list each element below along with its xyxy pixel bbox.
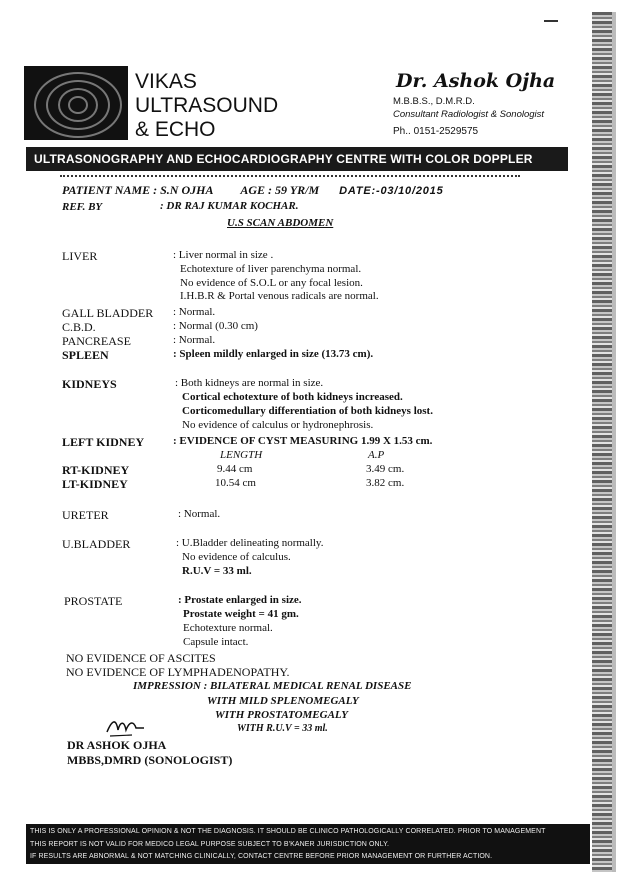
ureter-finding: : Normal. [178, 508, 221, 520]
ubladder-finding-3: R.U.V = 33 ml. [182, 565, 252, 577]
liver-label: LIVER [62, 249, 98, 263]
liver-finding-2: Echotexture of liver parenchyma normal. [180, 263, 362, 275]
patient-age-label: AGE : [240, 183, 273, 197]
signoff-name: DR ASHOK OJHA [67, 738, 167, 752]
liver-finding-3: No evidence of S.O.L or any focal lesion. [180, 277, 363, 289]
patient-info-line [62, 183, 444, 198]
rt-kidney-ap: 3.49 cm. [366, 463, 405, 475]
kidneys-finding-3: Corticomedullary differentiation of both kidneys lost. [182, 405, 433, 417]
clinic-name-line1: VIKAS [135, 70, 197, 93]
left-kidney-finding: : EVIDENCE OF CYST MEASURING 1.99 X 1.53 cm. [173, 435, 433, 447]
footer-line-3: IF RESULTS ARE ABNORMAL & NOT MATCHING CLINICALLY, CONTACT CENTRE BEFORE PRIOR MANAGEMENT OR FURTHER ACTION. [30, 853, 493, 860]
doctor-handwritten-signature [104, 716, 148, 740]
clinic-phone: Ph.. 0151-2529575 [393, 126, 479, 137]
prostate-finding-4: Capsule intact. [183, 636, 249, 648]
impression-line-3: WITH PROSTATOMEGALY [215, 709, 348, 721]
cbd-finding: : Normal (0.30 cm) [173, 320, 258, 332]
patient-name-label: PATIENT NAME : [62, 183, 158, 197]
lt-kidney-length: 10.54 cm [215, 477, 256, 489]
spleen-finding: : Spleen mildly enlarged in size (13.73 cm). [173, 348, 374, 360]
pancreas-label: PANCREASE [62, 334, 131, 348]
prostate-finding-1: : Prostate enlarged in size. [178, 594, 302, 606]
clinic-name-line3: & ECHO [135, 118, 216, 141]
lt-kidney-label: LT-KIDNEY [62, 477, 128, 491]
report-date-label: DATE:- [339, 185, 381, 197]
header-banner [26, 147, 568, 171]
ubladder-finding-1: : U.Bladder delineating normally. [176, 537, 324, 549]
scan-mark [544, 20, 558, 22]
ubladder-finding-2: No evidence of calculus. [182, 551, 291, 563]
report-date: 03/10/2015 [380, 185, 444, 197]
cbd-label: C.B.D. [62, 320, 96, 334]
ureter-label: URETER [62, 508, 109, 522]
liver-finding-4: I.H.B.R & Portal venous radicals are normal. [180, 290, 379, 302]
prostate-label: PROSTATE [64, 594, 123, 608]
lt-kidney-ap: 3.82 cm. [366, 477, 405, 489]
no-lymphadenopathy: NO EVIDENCE OF LYMPHADENOPATHY. [66, 665, 290, 679]
kidneys-finding-1: : Both kidneys are normal in size. [175, 377, 324, 389]
footer-line-1: THIS IS ONLY A PROFESSIONAL OPINION & NOT THE DIAGNOSIS. IT SHOULD BE CLINICO PATHOLOGICALLY CORRELATED. PRIOR TO MANAGEMENT [30, 828, 546, 835]
pancreas-finding: : Normal. [173, 334, 216, 346]
kidneys-label: KIDNEYS [62, 377, 117, 391]
col-header-length: LENGTH [220, 449, 263, 461]
col-header-ap: A.P [368, 449, 385, 461]
referred-by-label: REF. BY [62, 201, 103, 213]
patient-name: S.N OJHA [160, 183, 213, 197]
rt-kidney-length: 9.44 cm [217, 463, 253, 475]
clinic-logo [24, 66, 128, 140]
signoff-degree: MBBS,DMRD (SONOLOGIST) [67, 753, 233, 767]
doctor-degree: M.B.B.S., D.M.R.D. [393, 96, 475, 107]
banner-text: ULTRASONOGRAPHY AND ECHOCARDIOGRAPHY CENTRE WITH COLOR DOPPLER [34, 152, 533, 166]
prostate-finding-2: Prostate weight = 41 gm. [183, 608, 299, 620]
dotted-divider [60, 175, 520, 177]
left-kidney-label: LEFT KIDNEY [62, 435, 145, 449]
impression-line-1: IMPRESSION : BILATERAL MEDICAL RENAL DISEASE [133, 680, 412, 692]
report-title: U.S SCAN ABDOMEN [227, 217, 334, 229]
patient-age: 59 YR/M [275, 183, 320, 197]
referred-by-doctor: : DR RAJ KUMAR KOCHAR. [160, 200, 299, 212]
scan-edge-shadow [612, 12, 616, 872]
doctor-signature-name: Dr. Ashok Ojha [396, 70, 556, 92]
kidneys-finding-2: Cortical echotexture of both kidneys increased. [182, 391, 403, 403]
doctor-title: Consultant Radiologist & Sonologist [393, 109, 545, 120]
impression-line-4: WITH R.U.V = 33 ml. [237, 723, 328, 734]
ubladder-label: U.BLADDER [62, 537, 131, 551]
footer-line-2: THIS REPORT IS NOT VALID FOR MEDICO LEGAL PURPOSE SUBJECT TO B'KANER JURISDICTION ONLY. [30, 841, 390, 848]
rt-kidney-label: RT-KIDNEY [62, 463, 130, 477]
liver-finding-1: : Liver normal in size . [173, 249, 274, 261]
impression-line-2: WITH MILD SPLENOMEGALY [207, 695, 359, 707]
gallbladder-finding: : Normal. [173, 306, 216, 318]
no-ascites: NO EVIDENCE OF ASCITES [66, 651, 216, 665]
prostate-finding-3: Echotexture normal. [183, 622, 273, 634]
spleen-label: SPLEEN [62, 348, 109, 362]
clinic-name-line2: ULTRASOUND [135, 94, 279, 117]
footer-disclaimer [26, 824, 590, 864]
kidneys-finding-4: No evidence of calculus or hydronephrosis. [182, 419, 374, 431]
gallbladder-label: GALL BLADDER [62, 306, 154, 320]
scan-edge-artifact [592, 12, 612, 872]
